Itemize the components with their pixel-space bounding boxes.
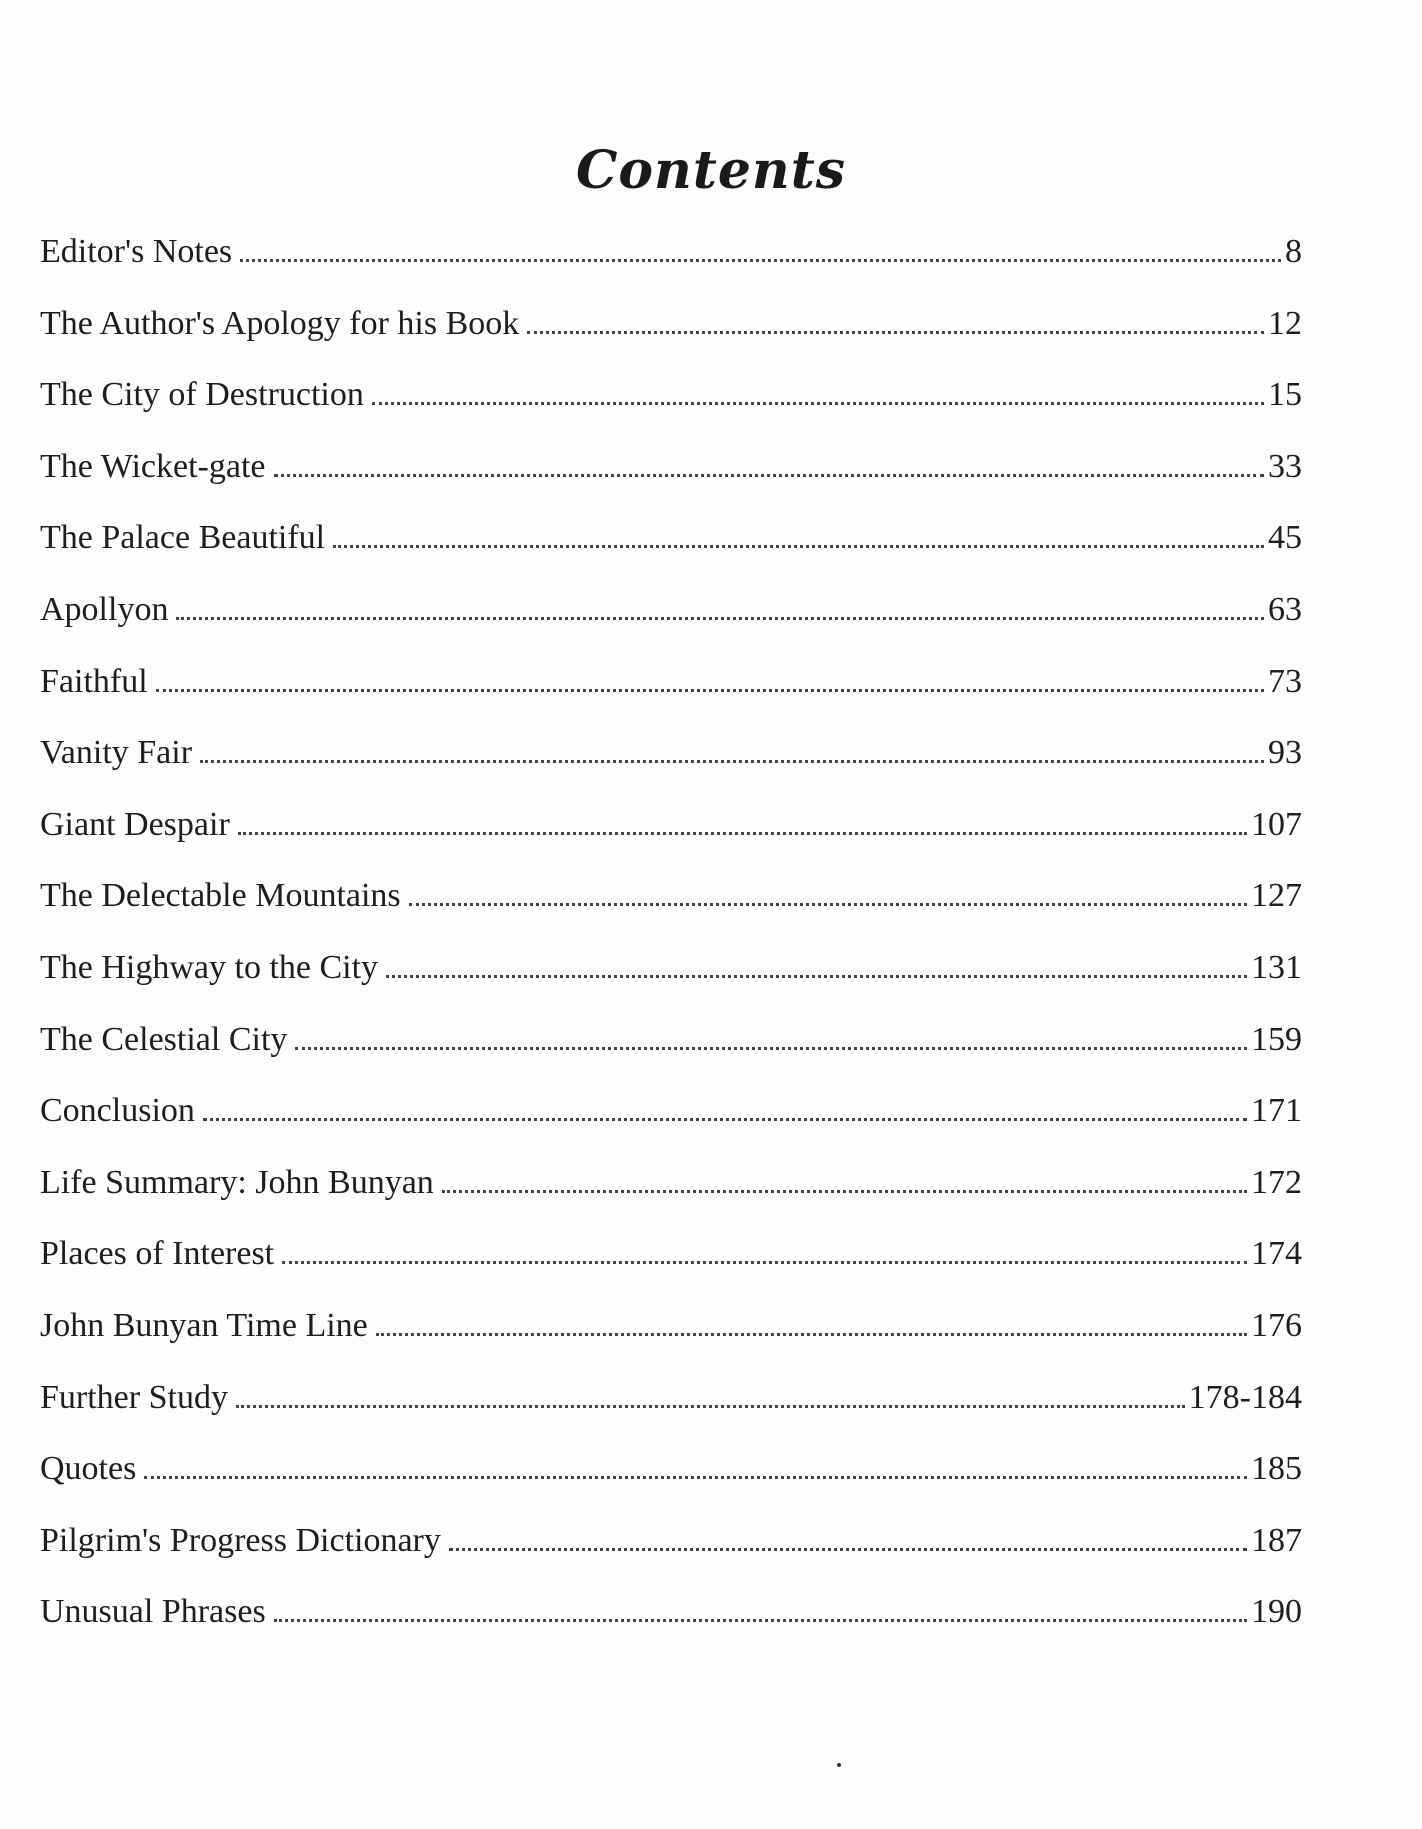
toc-entry — [40, 304, 1302, 376]
toc-entry — [40, 518, 1302, 590]
dot-leader — [200, 760, 1264, 763]
toc-entry-page: 12 — [1268, 304, 1302, 342]
dot-leader — [274, 1619, 1247, 1622]
table-of-contents — [40, 232, 1302, 1664]
toc-entry — [40, 662, 1302, 734]
dot-leader — [386, 975, 1247, 978]
toc-entry-title: Vanity Fair — [40, 734, 193, 772]
dot-leader — [376, 1333, 1247, 1336]
toc-entry — [40, 1306, 1302, 1378]
toc-entry-title: Places of Interest — [40, 1235, 275, 1273]
toc-entry — [40, 1091, 1302, 1163]
toc-entry-page: 178-184 — [1188, 1378, 1302, 1416]
dot-leader — [240, 259, 1281, 262]
toc-entry-title: The City of Destruction — [40, 376, 364, 414]
toc-entry-page: 33 — [1268, 447, 1302, 485]
toc-entry-title: Pilgrim's Progress Dictionary — [40, 1521, 441, 1559]
toc-entry — [40, 1449, 1302, 1521]
toc-entry — [40, 1234, 1302, 1306]
dot-leader — [442, 1190, 1247, 1193]
dot-leader — [449, 1548, 1247, 1551]
toc-entry — [40, 375, 1302, 447]
toc-entry-page: 8 — [1285, 233, 1302, 270]
toc-entry-page: 176 — [1251, 1306, 1302, 1344]
toc-entry — [40, 948, 1302, 1020]
toc-entry-page: 174 — [1251, 1235, 1302, 1273]
toc-entry-page: 187 — [1251, 1521, 1302, 1559]
toc-entry-page: 63 — [1268, 590, 1302, 628]
dot-leader — [144, 1476, 1247, 1479]
toc-entry-page: 131 — [1251, 948, 1302, 986]
toc-entry-title: Quotes — [40, 1450, 137, 1488]
toc-entry-title: Life Summary: John Bunyan — [40, 1163, 434, 1201]
toc-entry-page: 127 — [1251, 877, 1302, 915]
toc-entry-title: John Bunyan Time Line — [40, 1306, 368, 1344]
dot-leader — [295, 1047, 1247, 1050]
dot-leader — [236, 1405, 1185, 1408]
toc-entry — [40, 1163, 1302, 1235]
dot-leader — [238, 832, 1247, 835]
toc-entry — [40, 447, 1302, 519]
toc-entry-title: The Wicket-gate — [40, 447, 266, 485]
dot-leader — [409, 903, 1247, 906]
toc-entry-page: 73 — [1268, 662, 1302, 700]
toc-entry-title: The Palace Beautiful — [40, 519, 326, 557]
toc-entry — [40, 805, 1302, 877]
toc-entry — [40, 876, 1302, 948]
toc-entry-page: 185 — [1251, 1450, 1302, 1488]
toc-entry-page: 171 — [1251, 1092, 1302, 1130]
page-title: Contents — [575, 140, 847, 201]
toc-entry-title: The Celestial City — [40, 1020, 288, 1058]
toc-entry-page: 93 — [1268, 734, 1302, 772]
toc-entry — [40, 733, 1302, 805]
dot-leader — [203, 1118, 1247, 1121]
toc-entry-title: Conclusion — [40, 1092, 195, 1130]
toc-entry-page: 172 — [1251, 1163, 1302, 1201]
toc-entry — [40, 1020, 1302, 1092]
toc-entry-title: Editor's Notes — [40, 233, 233, 270]
dot-leader — [527, 331, 1264, 334]
toc-entry-title: Faithful — [40, 662, 148, 700]
toc-entry — [40, 232, 1302, 304]
dot-leader — [372, 402, 1264, 405]
toc-entry — [40, 1521, 1302, 1593]
dot-leader — [156, 689, 1264, 692]
toc-entry-title: The Delectable Mountains — [40, 877, 401, 915]
toc-entry-title: Further Study — [40, 1378, 228, 1416]
toc-entry-page: 107 — [1251, 805, 1302, 843]
toc-entry-page: 15 — [1268, 376, 1302, 414]
toc-entry-title: Giant Despair — [40, 805, 230, 843]
toc-entry-title: Apollyon — [40, 590, 169, 628]
toc-entry — [40, 590, 1302, 662]
toc-entry-title: The Highway to the City — [40, 948, 379, 986]
toc-entry-page: 159 — [1251, 1020, 1302, 1058]
dot-leader — [282, 1261, 1247, 1264]
toc-entry — [40, 1378, 1302, 1450]
dot-leader — [274, 474, 1265, 477]
toc-entry — [40, 1592, 1302, 1664]
toc-entry-page: 190 — [1251, 1593, 1302, 1631]
toc-entry-title: Unusual Phrases — [40, 1593, 266, 1631]
dot-leader — [176, 617, 1264, 620]
toc-entry-title: The Author's Apology for his Book — [40, 304, 520, 342]
toc-entry-page: 45 — [1268, 519, 1302, 557]
page-speck — [837, 1763, 841, 1767]
dot-leader — [333, 545, 1264, 548]
